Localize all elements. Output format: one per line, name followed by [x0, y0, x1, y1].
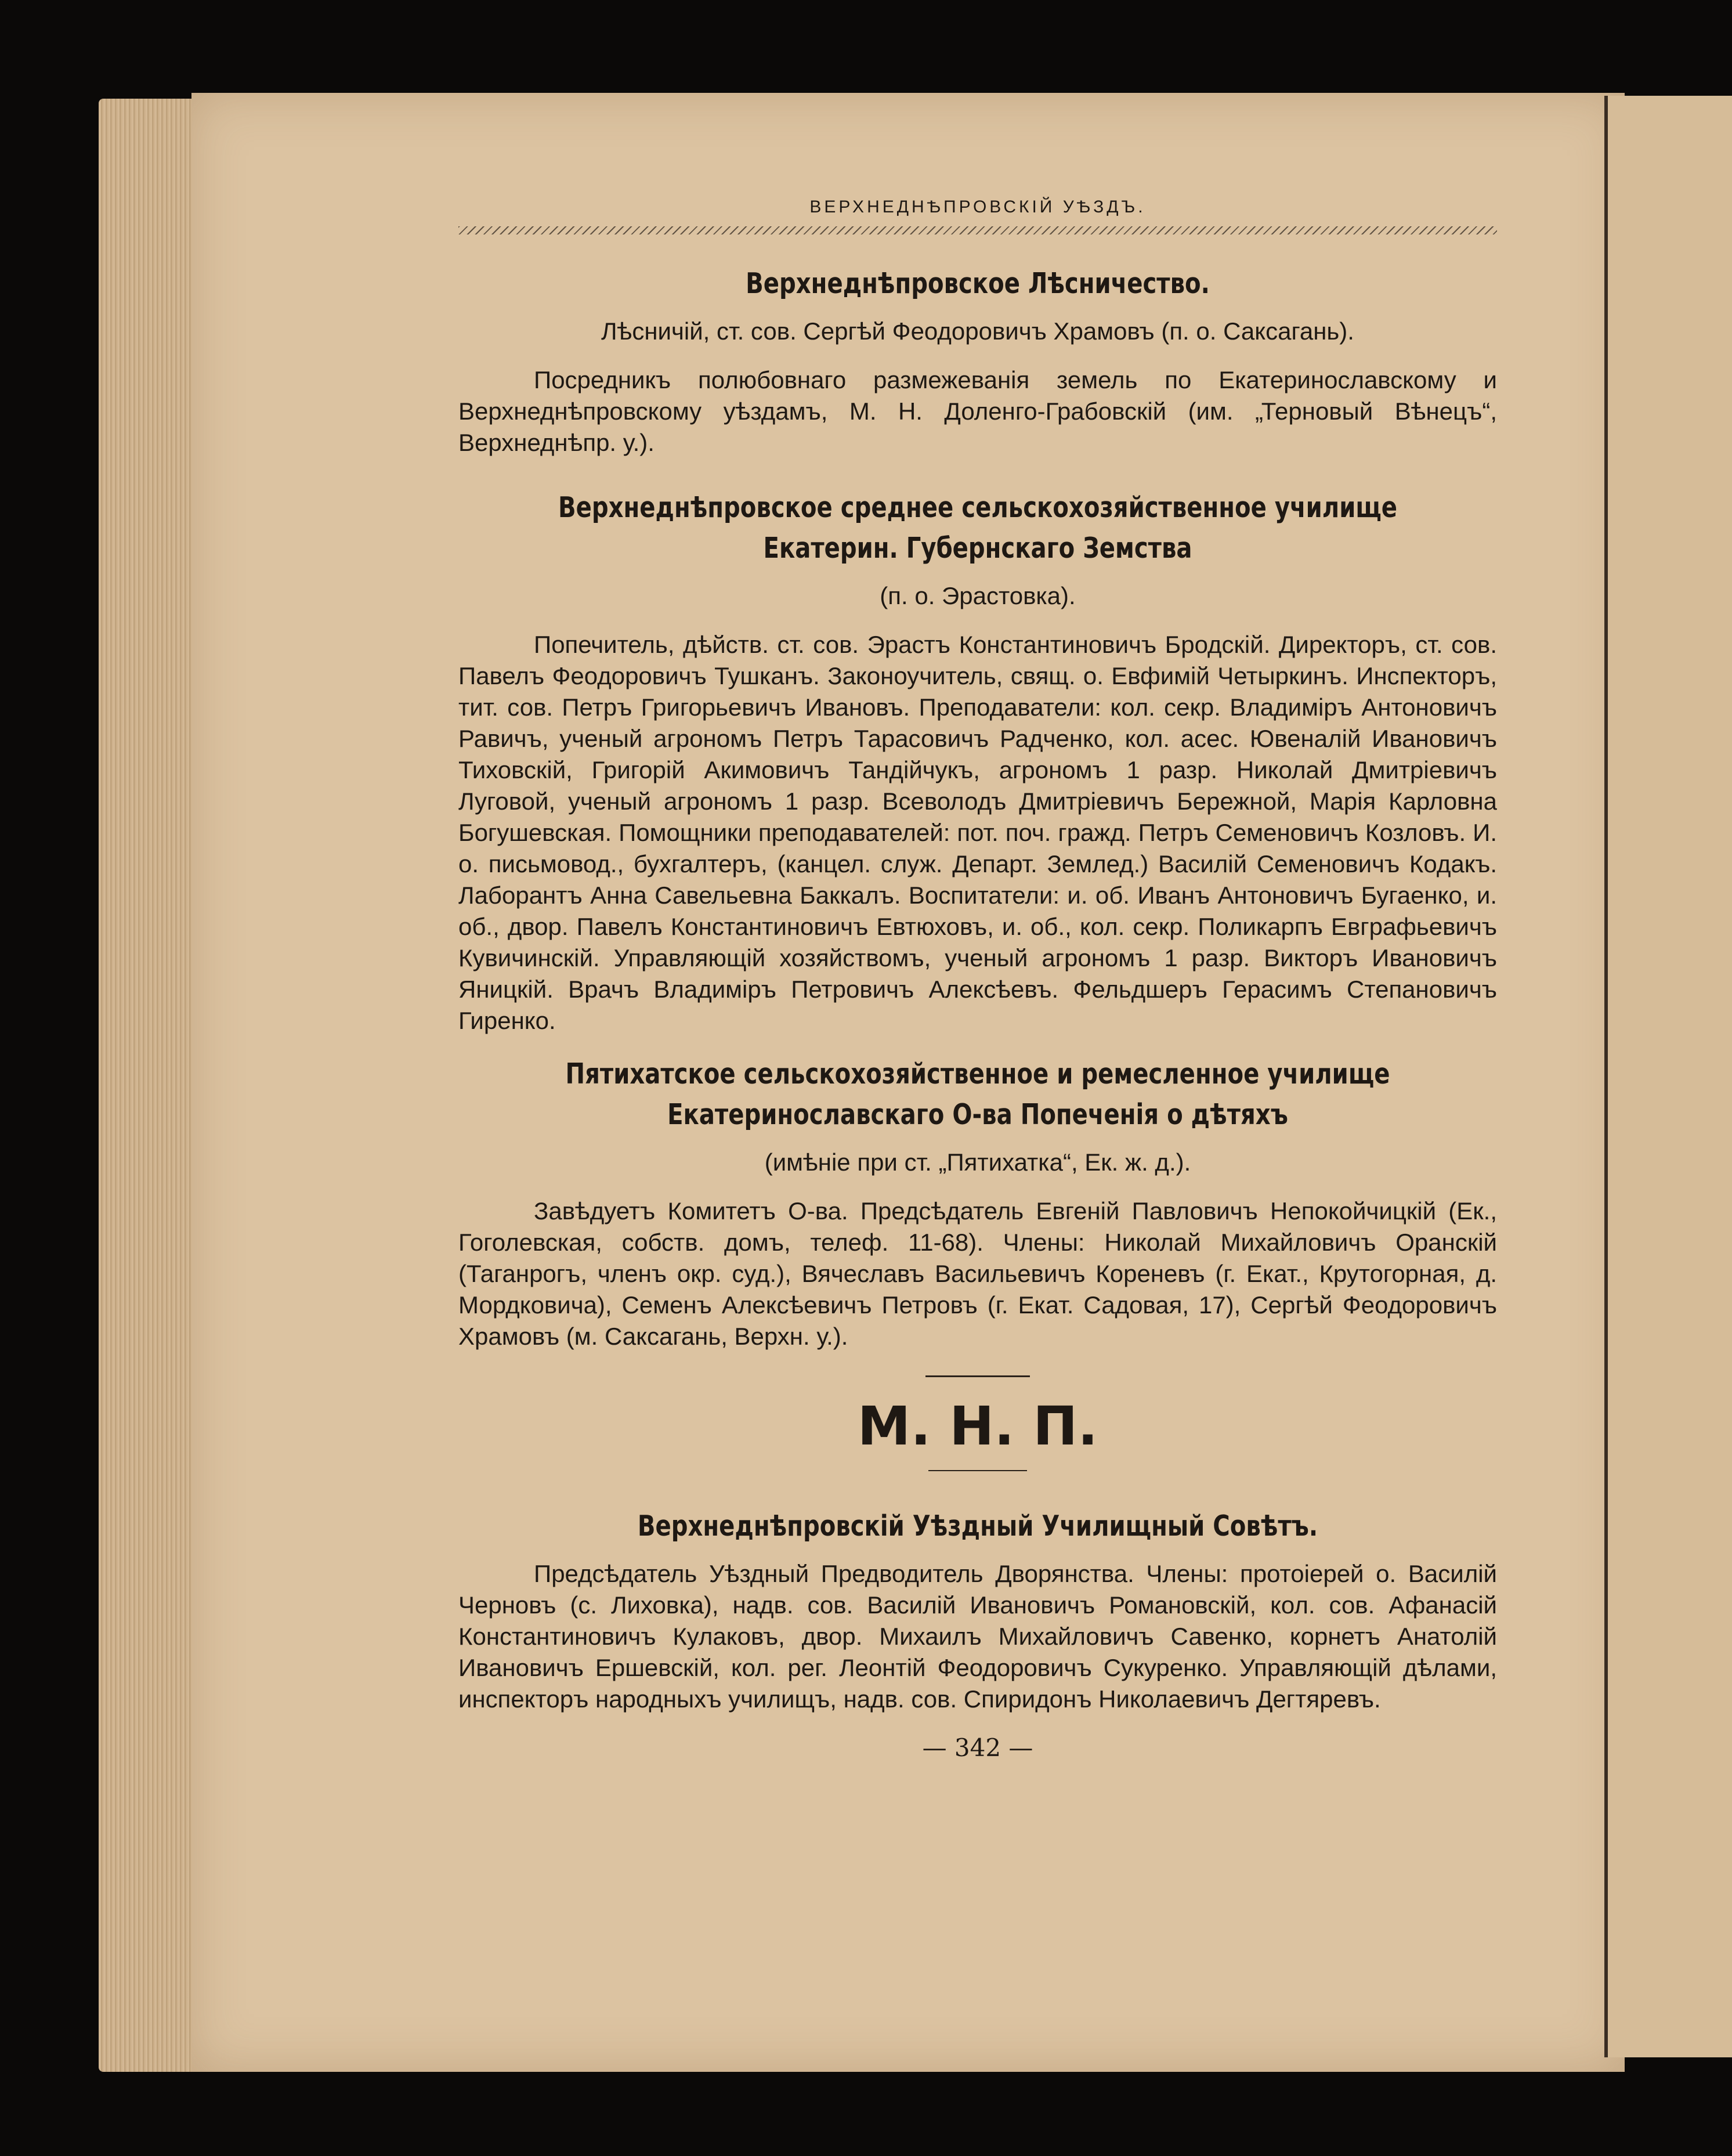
page-content: [458, 174, 1497, 1764]
running-head: ВЕРХНЕДНѢПРОВСКІЙ УѢЗДЪ.: [809, 197, 1146, 216]
council-title: Верхнеднѣпровскій Уѣздный Училищный Совѣтъ.: [637, 1509, 1318, 1543]
section-subtitle: (имѣніе при ст. „Пятихатка“, Ек. ж. д.).: [764, 1149, 1191, 1176]
section-text: Завѣдуетъ Комитетъ О-ва. Предсѣдатель Евгеній Павловичъ Непокойчицкій (Ек., Гоголевская, собств. домъ, телеф. 11-68). Члены: Николай Михайловичъ Оранскій (Таганрогъ, членъ окр. суд.), Вячеславъ Васильевичъ Кореневъ (г. Екат., Крутогорная, д. Мордковича), Семенъ Алексѣевичъ Петровъ (г. Екат. Садовая, 17), Сергѣй Феодоровичъ Храмовъ (м. Саксагань, Верхн. у.).: [458, 1197, 1497, 1350]
page-number: — 342 —: [922, 1734, 1033, 1762]
council-text: Предсѣдатель Уѣздный Предводитель Дворянства. Члены: протоіерей о. Василій Черновъ (с. Лиховка), надв. сов. Василій Ивановичъ Романовскій, кол. сов. Афанасій Константиновичъ Кулаковъ, двор. Михаилъ Михайловичъ Савенко, корнетъ Анатолій Ивановичъ Ершевскій, кол. рег. Леонтій Феодоровичъ Сукуренко. Управляющій дѣлами, инспекторъ народныхъ училищъ, надв. сов. Спиридонъ Николаевичъ Дегтяревъ.: [458, 1560, 1497, 1713]
ministry-heading: М. Н. П.: [857, 1395, 1098, 1457]
section-title: Пятихатское сельскохозяйственное и ремесленное училище Екатеринославскаго О-ва Попеченія о дѣтяхъ: [565, 1057, 1390, 1131]
divider: [925, 1375, 1030, 1377]
wavy-rule: [458, 226, 1497, 234]
section-text: Посредникъ полюбовнаго размежеванія земель по Екатеринославскому и Верхнеднѣпровскому уѣздамъ, М. Н. Доленго-Грабовскій (им. „Терновый Вѣнецъ“, Верхнеднѣпр. у.).: [458, 366, 1497, 456]
section-title: Верхнеднѣпровское Лѣсничество.: [746, 267, 1210, 300]
section-subtitle: (п. о. Эрастовка).: [880, 582, 1076, 609]
section-text: Попечитель, дѣйств. ст. сов. Эрастъ Константиновичъ Бродскій. Директоръ, ст. сов. Павелъ Феодоровичъ Тушканъ. Законоучитель, свящ. о. Евфимій Четыркинъ. Инспекторъ, тит. сов. Петръ Григорьевичъ Ивановъ. Преподаватели: кол. секр. Владиміръ Антоновичъ Равичъ, ученый агрономъ Петръ Тарасовичъ Радченко, кол. асес. Ювеналій Ивановичъ Тиховскій, Григорій Акимовичъ Тандійчукъ, агрономъ 1 разр. Николай Дмитріевичъ Луговой, ученый агрономъ 1 разр. Всеволодъ Дмитріевичъ Бережной, Марія Карловна Богушевская. Помощники преподавателей: пот. поч. гражд. Петръ Семеновичъ Козловъ. И. о. письмовод., бухгалтеръ, (канцел. служ. Департ. Землед.) Василій Семеновичъ Кодакъ. Лаборантъ Анна Савельевна Баккалъ. Воспитатели: и. об. Иванъ Антоновичъ Бугаенко, и. об., двор. Павелъ Константиновичъ Евтюховъ, и. об., кол. секр. Поликарпъ Евграфьевичъ Кувичинскій. Управляющій хозяйствомъ, ученый агрономъ 1 разр. Викторъ Ивановичъ Яницкій. Врачъ Владиміръ Петровичъ Алексѣевъ. Фельдшеръ Герасимъ Степановичъ Гиренко.: [458, 631, 1497, 1034]
divider: [928, 1470, 1027, 1471]
facing-page: [1604, 96, 1732, 2057]
section-title: Верхнеднѣпровское среднее сельскохозяйственное училище Екатерин. Губернскаго Земства: [558, 491, 1398, 565]
section-text: Лѣсничій, ст. сов. Сергѣй Феодоровичъ Храмовъ (п. о. Саксагань).: [601, 317, 1354, 345]
